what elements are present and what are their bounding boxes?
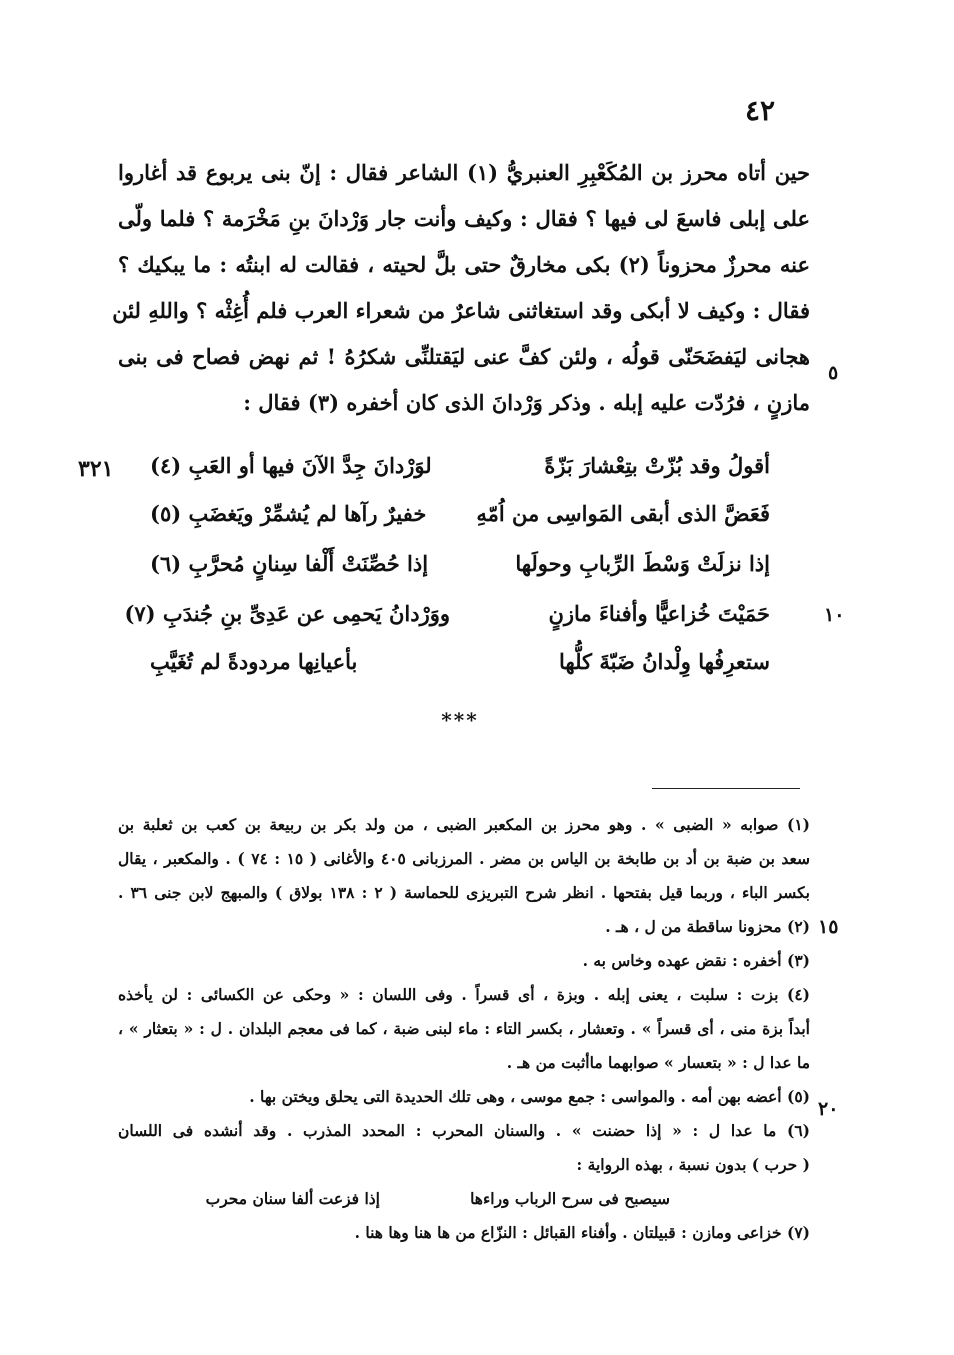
prose-line: على إبلى فاسعَ لى فيها ؟ فقال : وكيف وأنت جار وَرْدانَ بنِ مَخْرَمة ؟ فلما ولّى [118,206,810,231]
prose-line: عنه محرزٌ محزوناً (٢) بكى مخارقٌ حتى بلَّ لحيته ، فقالت له ابنتُه : ما يبكيك ؟ [118,252,810,277]
footnote-line: ( حرب ) بدون نسبة ، بهذه الرواية : [576,1155,810,1174]
verse-line [124,590,770,638]
verse-second-hemistich: إذا حُصِّنَتْ أَلْفا سِنانٍ مُحرَّبِ (٦) [150,551,429,576]
verse-first-hemistich: إذا نزلَتْ وَسْطَ الرِّبابِ وحولَها [515,551,770,576]
footnote-line: أبداً بزة منى ، أى قسراً » . وتعشار ، بكسر التاء : ماء لبنى ضبة ، كما فى معجم البلدان . ل : « بتعثار » ، [118,1019,810,1038]
footnote-verse-second: إذا فزعت ألفا سنان محرب [205,1189,380,1208]
footnote-line: بكسر الباء ، وربما قيل بفتحها . انظر شرح التبريزى للحماسة ( ٢ : ١٣٨ بولاق ) والمبهج لابن جنى ٣٦ . [118,883,810,902]
prose-line: مازنٍ ، فرُدّت عليه إبله . وذكر وَرْدانَ الذى كان أخفره (٣) فقال : [243,390,810,415]
footnote-divider [652,788,800,789]
margin-line-number-10: ١٠ [824,604,845,626]
verse-line [150,540,770,588]
verse-line [150,638,770,686]
verse-second-hemistich: لوَرْدانَ جِدَّ الآنَ فيها أو العَبِ (٤) [150,453,432,478]
footnote-verse-first: سيصبح فى سرح الرباب وراءها [470,1189,670,1208]
footnote-verse [118,1182,810,1216]
verse-second-hemistich: بأعيانِها مردودةً لم تُغَيَّبِ [150,649,358,674]
footnotes [118,808,810,1250]
verse-line [150,490,770,538]
prose-line: هجانى ليَفضَحَنّى قولُه ، ولئن كفَّ عنى ليَقتلنِّى شكرُهُ ! ثم نهض فصاح فى بنى [118,344,810,369]
footnote-line: سعد بن ضبة بن أد بن طابخة بن الياس بن مضر . المرزبانى ٤٠٥ والأغانى ( ١٥ : ٧٤ ) . والمكعبر ، يقال [118,849,811,868]
verse-second-hemistich: خفيرٌ رآها لم يُشمِّرْ ويَغضَبِ (٥) [150,501,427,526]
footnote-line: (٢) محزونا ساقطة من ل ، هـ . [605,917,810,936]
footnote-line: (٧) خزاعى ومازن : قبيلتان . وأفناء القبائل : النزّاع من ها هنا وها هنا . [354,1223,810,1242]
section-separator: *** [441,708,479,732]
footnote-line: (٣) أخفره : نقض عهده وخاس به . [582,951,810,970]
verse-first-hemistich: أقولُ وقد بُزّتْ بتِعْشارَ بَزّةً [544,453,770,478]
side-reference-number: ٣٢١ [78,456,114,482]
prose-line: حين أتاه محرز بن المُكَعْبِرِ العنبريُّ (١) الشاعر فقال : إنّ بنى يربوع قد أغاروا [118,160,810,185]
verse-line [150,442,770,490]
margin-line-number-20: ٢٠ [818,1098,839,1120]
verse-first-hemistich: فَعَضَّ الذى أبقى المَواسِى من اُمّهِ [476,501,770,526]
verse-first-hemistich: حَمَيْتَ خُزاعيًّا وأفناءَ مازنٍ [548,601,770,626]
footnote-line: (١) صوابه « الضبى » . وهو محرز بن المكعبر الضبى ، من ولد بكر بن ربيعة بن كعب بن ثعلبة بن [118,815,810,834]
margin-line-number-15: ١٥ [818,916,839,938]
page-number: ٤٢ [744,94,776,127]
verse-second-hemistich: ووَرْدانُ يَحمِى عن عَدِىِّ بنِ جُندَبِ (٧) [124,601,450,626]
footnote-line: ما عدا ل : « بتعسار » صوابهما ماأثبت من هـ . [506,1053,810,1072]
prose-line: فقال : وكيف لا أبكى وقد استغاثنى شاعرٌ من شعراء العرب فلم أُغِثْه ؟ واللهِ لئن [112,298,810,323]
prose-body [112,150,810,426]
margin-line-number-5: ٥ [828,362,839,384]
verse-first-hemistich: ستعرِفُها وِلْدانُ ضَبّةَ كلُّها [559,649,770,674]
footnote-line: (٤) بزت : سلبت ، يعنى إبله . وبزة ، أى قسراً . وفى اللسان : « وحكى عن الكسائى : لن يأخذه [118,985,810,1004]
footnote-line: (٦) ما عدا ل : « إذا حضنت » . والسنان المحرب : المحدد المذرب . وقد أنشده فى اللسان [118,1121,810,1140]
footnote-line: (٥) أعضه بهن أمه . والمواسى : جمع موسى ، وهى تلك الحديدة التى يحلق ويختن بها . [249,1087,810,1106]
